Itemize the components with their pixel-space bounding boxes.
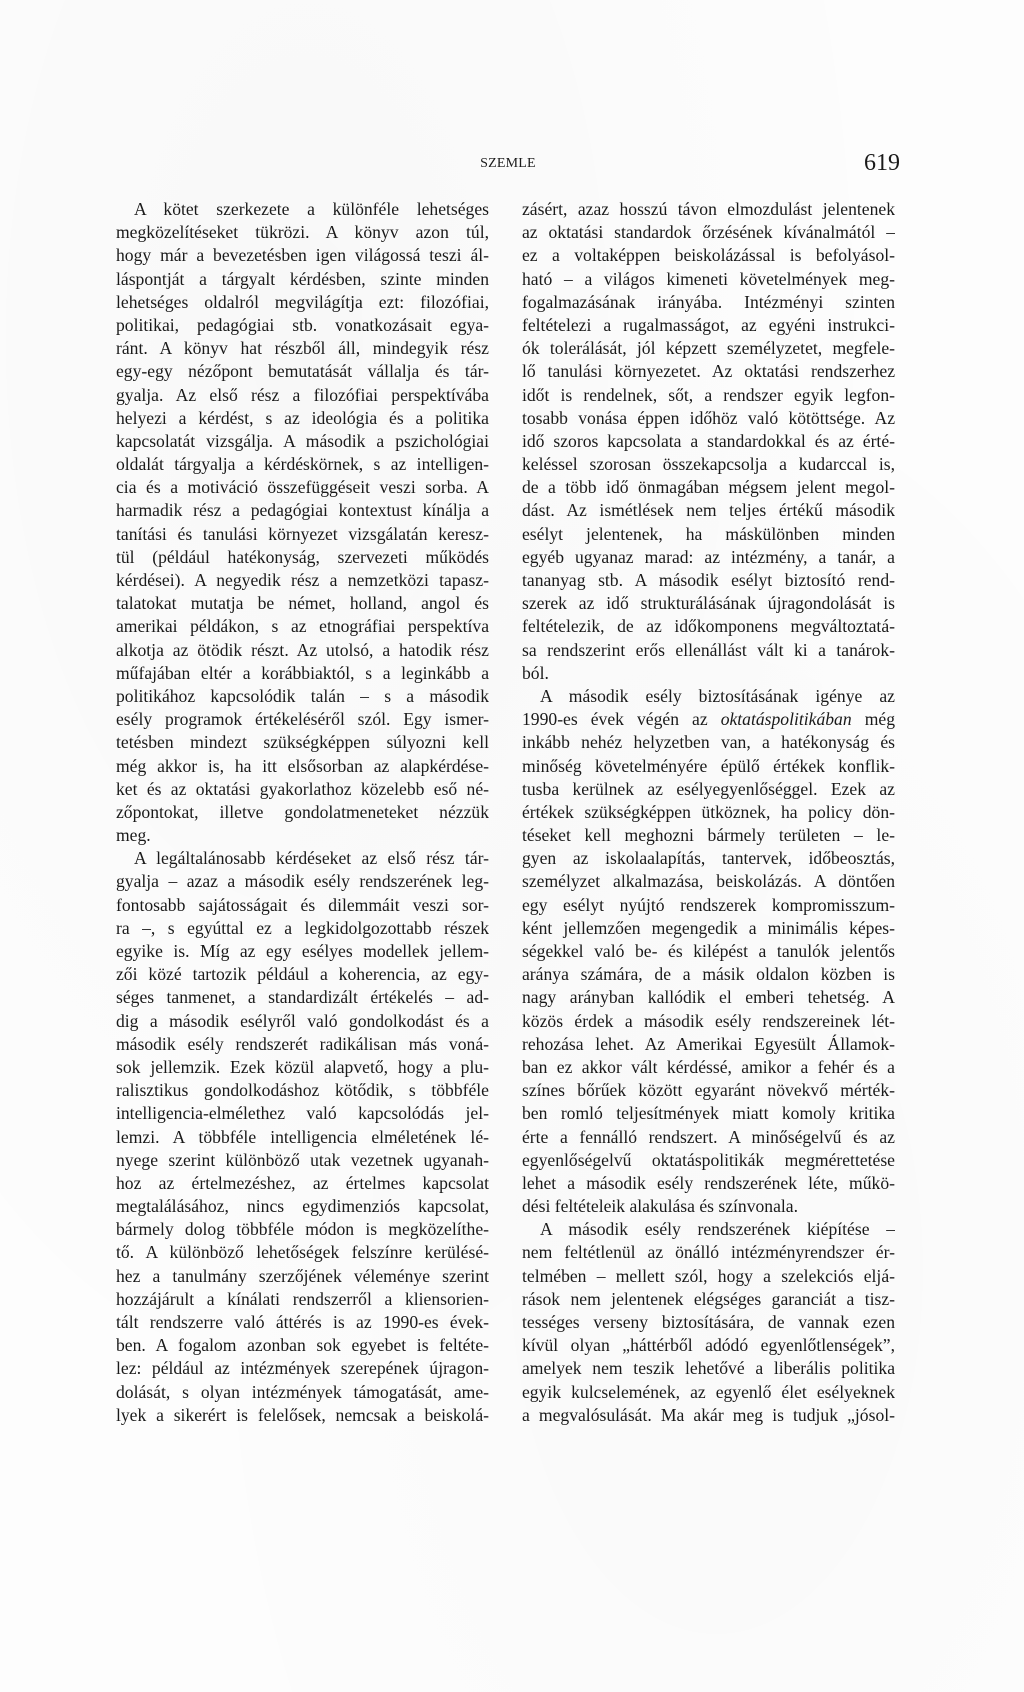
- text-line: oldalát tárgyalja a kérdéskörnek, s az intelligen-: [116, 454, 489, 475]
- left-column: [116, 198, 489, 1427]
- text-line: zői közé tartozik például a koherencia, az egy-: [116, 964, 489, 985]
- text-line: lyek a sikerért is felelősek, nemcsak a beiskolá-: [116, 1404, 489, 1425]
- text-line: műfajában eltér a korábbiaktól, s a leginkább a: [116, 662, 489, 683]
- text-line: feltételezik, de az időkomponens megváltoztatá-: [522, 616, 895, 637]
- text-line: inkább nehéz helyzetben van, a hatékonyság és: [522, 732, 895, 753]
- text-line: lemzi. A többféle intelligencia elméletének lé-: [116, 1126, 489, 1147]
- text-line: ralisztikus gondolkodáshoz kötődik, s többféle: [116, 1080, 489, 1101]
- text-line: ben. A fogalom azonban sok egyebet is feltéte-: [116, 1335, 489, 1356]
- text-line: tusba kerülnek az esélyegyenlőséggel. Ezek az: [522, 778, 895, 799]
- text-line: ból.: [522, 662, 549, 683]
- text-line: szerek az idő strukturálásának újragondolását is: [522, 593, 895, 614]
- text-line: hogy már a bevezetésben igen világossá teszi ál-: [116, 245, 489, 266]
- text-line: lő tanulási környezetet. Az oktatási rendszerhez: [522, 361, 895, 382]
- text-line: második esély rendszerét radikálisan más voná-: [116, 1033, 489, 1054]
- page-header: [116, 150, 900, 180]
- text-segment: 1990-es évek végén az: [522, 709, 708, 730]
- text-line: ségekkel való be- és kilépést a tanulók jelentős: [522, 941, 895, 961]
- text-line: értékek szükségképpen ütköznek, ha policy dön-: [522, 801, 895, 822]
- text-line: esély programok értékeléséről szól. Egy ismer-: [116, 709, 489, 730]
- text-line: fogalmazásának irányába. Intézményi szinten: [522, 291, 895, 312]
- text-line: még akkor is, ha itt elsősorban az alapkérdése-: [116, 755, 489, 776]
- text-line: intelligencia-elmélethez való kapcsolódás jel-: [116, 1103, 489, 1124]
- text-line: idő szoros kapcsolata a standardokkal és az érté-: [522, 430, 895, 451]
- text-line: hoz az értelmezéshez, az értelmes kapcsolat: [116, 1172, 489, 1193]
- text-line: minőség követelményére épülő értékek konflik-: [522, 755, 895, 776]
- text-line: A kötet szerkezete a különféle lehetséges: [134, 199, 489, 219]
- text-line: ránt. A könyv hat részből áll, mindegyik rész: [116, 338, 489, 359]
- text-line: kérdései). A negyedik rész a nemzetközi tapasz-: [116, 570, 489, 590]
- text-line: tességes verseny biztosítására, de vannak ezen: [522, 1312, 895, 1332]
- page-number: 619: [864, 150, 900, 176]
- text-line: fontosabb sajátosságait és dilemmáit veszi sor-: [116, 894, 489, 915]
- text-line: alkotja az ötödik részt. Az utolsó, a hatodik rész: [116, 639, 489, 660]
- text-line: gyalja – azaz a második esély rendszerének leg-: [116, 871, 489, 892]
- text-line: sok jellemzik. Ezek közül alapvető, hogy a plu-: [116, 1056, 489, 1077]
- text-line: színes bőrűek között egyaránt növekvő mérték-: [522, 1080, 895, 1101]
- text-line: tül (például hatékonyság, szervezeti működés: [116, 546, 489, 567]
- text-line: hez a tanulmány szerzőjének véleménye szerint: [116, 1265, 489, 1286]
- text-line: személyzet alkalmazása, beiskolázás. A döntően: [522, 871, 895, 892]
- text-line: rások nem jelentenek elégséges garanciát a tisz-: [522, 1288, 895, 1309]
- text-line: amerikai példákon, s az etnográfiai perspektíva: [116, 616, 489, 637]
- text-line: egyike is. Míg az egy esélyes modellek jellem-: [116, 941, 489, 961]
- text-line: egyéb ugyanaz marad: az intézmény, a tanár, a: [522, 546, 895, 567]
- text-line: amelyek nem teszik lehetővé a liberális politika: [522, 1358, 895, 1379]
- text-line: egy-egy nézőpont bemutatását vállalja és tár-: [116, 361, 489, 382]
- text-line: nagy arányban kallódik el emberi tehetség. A: [522, 987, 895, 1008]
- text-line: tananyag stb. A második esélyt biztosító rend-: [522, 570, 895, 590]
- text-line: harmadik rész a pedagógiai kontextust kínálja a: [116, 500, 489, 521]
- text-line: kapcsolatát vizsgálja. A második a pszichológiai: [116, 430, 489, 451]
- text-line: ez a voltaképpen beiskolázással is befolyásol-: [522, 245, 895, 266]
- text-line: tált rendszerre való áttérés is az 1990-es évek-: [116, 1312, 489, 1332]
- text-line: az oktatási standardok őrzésének kívánalmától –: [522, 222, 895, 243]
- text-line: cia és a motiváció összefüggéseit veszi sorba. A: [116, 477, 489, 498]
- text-line: lehet a második esély rendszerének léte, műkö-: [522, 1172, 895, 1193]
- text-line: ként jellemzően megengedik a minimális képes-: [522, 917, 895, 938]
- text-line: ket és az oktatási gyakorlathoz közelebb eső né-: [116, 778, 489, 799]
- text-line: ók tolerálását, jól képzett személyzetet, megfele-: [522, 338, 895, 359]
- text-line: keléssel szorosan összekapcsolja a kudarccal is,: [522, 454, 895, 475]
- text-line: séges tanmenet, a standardizált értékelés – ad-: [116, 987, 489, 1008]
- text-line: esélyt jelentenek, ha máskülönben minden: [522, 523, 895, 544]
- text-line: telmében – mellett szól, hogy a szelekciós eljá-: [522, 1265, 895, 1286]
- text-line: nem feltétlenül az önálló intézményrendszer ér-: [522, 1242, 895, 1263]
- text-line: helyezi a kérdést, s az ideológia és a politika: [116, 407, 489, 428]
- text-line: A második esély rendszerének kiépítése –: [540, 1219, 895, 1240]
- text-line: A legáltalánosabb kérdéseket az első rész tár-: [134, 848, 489, 869]
- text-line-mixed: [522, 708, 895, 731]
- text-line: zőpontokat, illetve gondolatmeneteket nézzük: [116, 801, 489, 822]
- italic-term: oktatáspolitikában: [720, 709, 852, 730]
- text-line: bármely dolog többféle módon is megközelíthe-: [116, 1219, 489, 1240]
- text-line: ható – a világos kimeneti követelmények meg-: [522, 268, 895, 289]
- running-head: SZEMLE: [480, 156, 536, 171]
- text-line: ban ez akkor vált kérdéssé, amikor a fehér és a: [522, 1056, 895, 1077]
- text-line: téseket kell meghozni bármely területen – le-: [522, 825, 895, 846]
- text-line: nyege szerint különböző utak vezetnek ugyanah-: [116, 1149, 489, 1170]
- text-line: ra –, s egyúttal ez a legkidolgozottabb részek: [116, 917, 489, 938]
- text-line: lez: például az intézmények szerepének újragon-: [116, 1358, 489, 1379]
- text-line: egyik kulcselemének, az egyenlő élet esélyeknek: [522, 1381, 895, 1402]
- text-line: tanítási és tanulási környezet vizsgálatán keresz-: [116, 523, 489, 544]
- text-line: egyenlőségelvű oktatáspolitikák megmérettetése: [522, 1149, 895, 1170]
- text-line: egy esélyt nyújtó rendszerek kompromisszum-: [522, 894, 895, 915]
- text-line: a megvalósulását. Ma akár meg is tudjuk „jósol-: [522, 1404, 895, 1425]
- text-line: meg.: [116, 825, 151, 846]
- text-line: sa rendszerint erős ellenállást vált ki a tanárok-: [522, 639, 895, 660]
- text-line: feltételezi a rugalmasságot, az egyéni instrukci-: [522, 314, 895, 335]
- text-line: láspontját a tárgyalt kérdésben, szinte minden: [116, 268, 489, 289]
- text-line: ben romló teljesítmények miatt komoly kritika: [522, 1103, 895, 1124]
- text-line: aránya számára, de a másik oldalon közben is: [522, 964, 895, 985]
- text-line: zásért, azaz hosszú távon elmozdulást jelentenek: [522, 199, 895, 219]
- text-line: talatokat mutatja be német, holland, angol és: [116, 593, 489, 614]
- right-column: [522, 198, 895, 1427]
- text-line: kívül olyan „háttérből adódó egyenlőtlenségek”,: [522, 1335, 895, 1356]
- text-line: hozzájárult a kínálati rendszerről a kliensorien-: [116, 1288, 489, 1309]
- text-line: közös érdek a második esély rendszereinek lét-: [522, 1010, 895, 1031]
- text-line: gyalja. Az első rész a filozófiai perspektívába: [116, 384, 489, 405]
- text-line: de a több idő önmagában mégsem jelent megol-: [522, 477, 895, 498]
- text-line: tosabb vonása éppen időhöz való kötöttsége. Az: [522, 407, 895, 428]
- text-line: A második esély biztosításának igénye az: [540, 685, 895, 706]
- text-line: gyen az iskolaalapítás, tantervek, időbeosztás,: [522, 848, 895, 869]
- text-line: időt is rendelnek, sőt, a rendszer egyik legfon-: [522, 384, 895, 405]
- text-segment: még: [864, 709, 895, 730]
- text-line: megtalálásához, nincs egydimenziós kapcsolat,: [116, 1196, 489, 1217]
- text-line: megközelítéseket tükrözi. A könyv azon túl,: [116, 222, 489, 243]
- text-line: dig a második esélyről való gondolkodást és a: [116, 1010, 489, 1031]
- text-line: dolását, s olyan intézmények támogatását, ame-: [116, 1381, 489, 1402]
- text-line: tő. A különböző lehetőségek felszínre kerülésé-: [116, 1242, 489, 1263]
- text-line: politikához kapcsolódik talán – s a második: [116, 685, 489, 706]
- text-line: dési feltételeik alakulása és színvonala.: [522, 1196, 799, 1217]
- text-line: dást. Az ismétlések nem teljes értékű második: [522, 500, 895, 521]
- text-line: lehetséges oldalról megvilágítja ezt: filozófiai,: [116, 291, 489, 312]
- text-line: rehozása lehet. Az Amerikai Egyesült Államok-: [522, 1033, 895, 1054]
- text-line: politikai, pedagógiai stb. vonatkozásait egya-: [116, 314, 489, 335]
- text-line: tetésben mindezt szükségképpen súlyozni kell: [116, 732, 489, 753]
- text-line: érte a fennálló rendszert. A minőségelvű és az: [522, 1126, 895, 1147]
